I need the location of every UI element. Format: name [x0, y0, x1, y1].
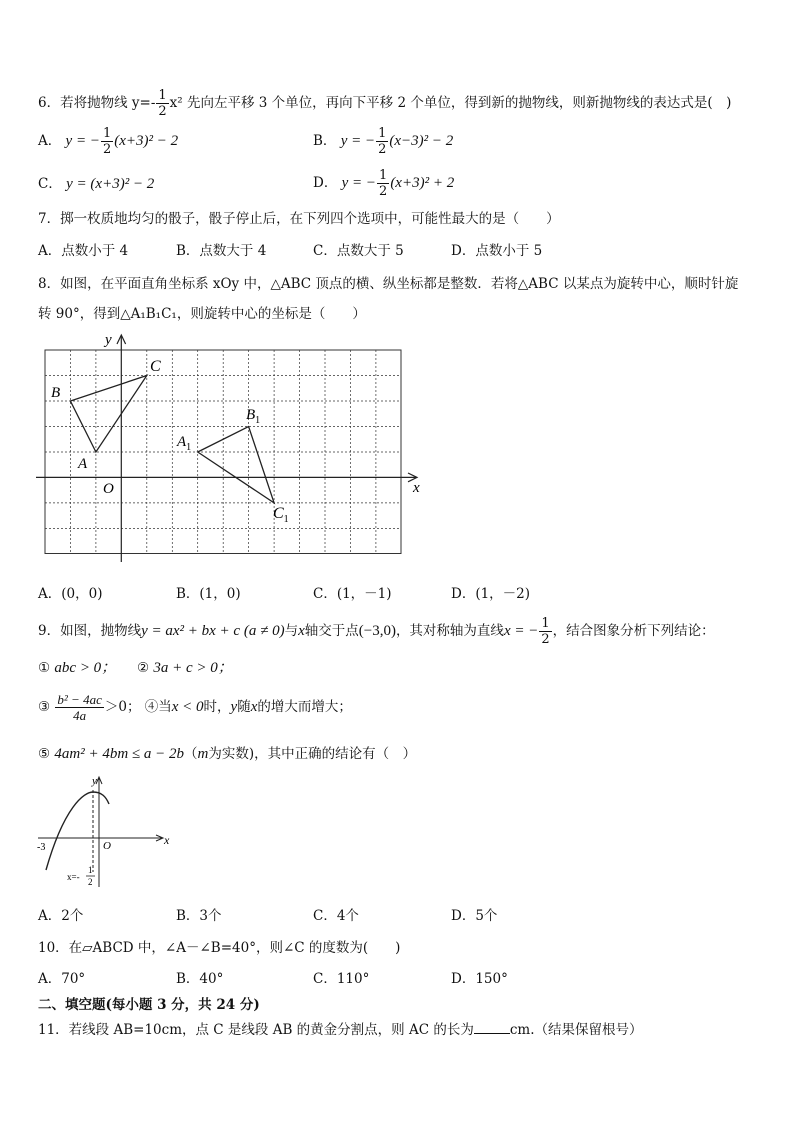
- q9-point: (−3,0): [358, 623, 396, 639]
- q9-option-a[interactable]: A．2个: [38, 908, 84, 924]
- axis-frac-num: 1: [88, 865, 93, 875]
- c2-eq: 3a + c > 0；: [153, 660, 233, 676]
- c5-m: m: [197, 746, 209, 762]
- q10-stem: 10．在▱ABCD 中，∠A－∠B=40°，则∠C 的度数为( ): [38, 940, 401, 956]
- origin-label: O: [103, 840, 111, 852]
- c4-text-d: 的增大而增大；: [257, 699, 352, 715]
- q11-answer-blank[interactable]: [474, 1021, 510, 1034]
- axis-eq-label: x=-: [67, 872, 80, 882]
- q6-suffix: x² 先向左平移 3 个单位，再向下平移 2 个单位，得到新的抛物线，则新抛物线的表达式是( ): [169, 95, 732, 111]
- b1-letter: B: [246, 407, 256, 423]
- q8-stem-line2: 转 90°，得到△A₁B₁C₁，则旋转中心的坐标是（ ）: [38, 306, 366, 322]
- q10-option-a[interactable]: A．70°: [38, 971, 86, 987]
- a1-letter: A: [177, 434, 187, 450]
- frac-den: 2: [379, 184, 388, 199]
- q10-option-d[interactable]: D．150°: [451, 971, 508, 987]
- c4-text-b: 时，: [203, 699, 231, 715]
- c5-label: ⑤: [38, 746, 51, 762]
- c1-eq: abc > 0；: [54, 660, 117, 676]
- triangle-a1b1c1: [198, 427, 274, 503]
- q9-text-a: 9．如图，抛物线: [38, 623, 142, 639]
- q9-option-d[interactable]: D．5个: [451, 908, 498, 924]
- option-label: D．: [313, 175, 338, 191]
- point-c-label: C: [150, 358, 161, 375]
- q9-conclusion-3-4: [38, 692, 352, 723]
- q11-text-pre: 11．若线段 AB=10cm，点 C 是线段 AB 的黄金分割点，则 AC 的长为: [38, 1022, 474, 1038]
- q8-grid-figure: [36, 330, 436, 570]
- option-eq-post: (x+3)² + 2: [390, 175, 455, 191]
- c3-num: b² − 4ac: [57, 692, 102, 707]
- option-label: B．: [313, 133, 337, 149]
- frac-den: 2: [102, 142, 112, 157]
- c4-x: x: [250, 699, 258, 715]
- c5-text-b: 为实数)，其中正确的结论有（ ）: [208, 746, 417, 762]
- x-axis-label: x: [164, 833, 170, 847]
- option-eq-pre: y = −: [65, 133, 100, 149]
- a1-sub: 1: [186, 442, 192, 453]
- q9-text-b: 与: [284, 623, 299, 639]
- frac-den: 2: [541, 632, 550, 647]
- y-axis-label: y: [92, 775, 97, 787]
- minus-three-label: -3: [37, 842, 46, 853]
- q9-x-var: x: [298, 623, 305, 639]
- option-eq-post: (x−3)² − 2: [389, 133, 454, 149]
- q9-text-c: 轴交于点: [304, 623, 359, 639]
- section-heading-fill-in: 二、填空题(每小题 3 分，共 24 分): [38, 997, 260, 1013]
- parabola-curve: [46, 792, 109, 870]
- c1-letter: C: [273, 505, 284, 522]
- frac-num: 1: [102, 126, 112, 141]
- frac-num: 1: [379, 168, 388, 183]
- axis-frac-den: 2: [88, 877, 93, 887]
- q7-option-c[interactable]: C．点数大于 5: [313, 243, 404, 259]
- option-eq-post: (x+3)² − 2: [114, 133, 179, 149]
- b1-sub: 1: [255, 415, 261, 426]
- q6-fraction: [156, 88, 168, 119]
- c4-text-a: ④当: [144, 699, 172, 715]
- q10-option-c[interactable]: C．110°: [313, 971, 370, 987]
- c1-label: ①: [38, 660, 51, 676]
- q9-parabola-eq: y = ax² + bx + c (a ≠ 0): [141, 623, 285, 639]
- grid: [45, 350, 401, 554]
- q10-option-b[interactable]: B．40°: [176, 971, 224, 987]
- option-eq-pre: y = −: [341, 175, 377, 191]
- c4-y: y: [230, 699, 238, 715]
- axes: [36, 335, 417, 562]
- q7-option-d[interactable]: D．点数小于 5: [451, 243, 543, 259]
- point-c1-label: [273, 505, 289, 525]
- q9-conclusion-5: [38, 742, 416, 763]
- q6-stem: [38, 88, 731, 119]
- point-a-label: A: [78, 456, 88, 472]
- q6-option-b[interactable]: [313, 126, 453, 157]
- q9-conclusion-2: [137, 656, 233, 677]
- x-axis-label: x: [413, 480, 420, 496]
- q8-option-b[interactable]: B．(1，0): [176, 586, 241, 602]
- c1-sub: 1: [283, 514, 289, 525]
- option-eq-pre: y = −: [340, 133, 376, 149]
- point-b-label: B: [51, 385, 61, 401]
- q9-parabola-figure: [34, 772, 179, 892]
- q11-text-post: cm.（结果保留根号）: [509, 1022, 643, 1038]
- c5-eq: 4am² + 4bm ≤ a − 2b: [54, 746, 185, 762]
- frac-den: 2: [378, 142, 387, 157]
- c4-text-c: 随: [237, 699, 251, 715]
- c3-post: ＞0；: [104, 699, 141, 715]
- option-label: C．: [38, 176, 62, 192]
- point-b1-label: [246, 407, 260, 426]
- q8-option-a[interactable]: A．(0，0): [38, 586, 103, 602]
- c3-den: 4a: [73, 708, 87, 723]
- q6-frac-num: 1: [158, 88, 167, 103]
- q9-stem: [38, 616, 715, 647]
- q8-option-c[interactable]: C．(1，－1): [313, 586, 392, 602]
- q6-frac-den: 2: [158, 104, 167, 119]
- origin-label: O: [103, 481, 114, 497]
- q8-stem-line1: 8．如图，在平面直角坐标系 xOy 中，△ABC 顶点的横、纵坐标都是整数．若将△ABC 以某点为旋转中心，顺时针旋: [38, 276, 739, 292]
- option-label: A．: [38, 133, 62, 149]
- c2-label: ②: [137, 660, 150, 676]
- q11-stem: [38, 1018, 642, 1038]
- q6-option-c[interactable]: [38, 172, 154, 193]
- option-eq: y = (x+3)² − 2: [66, 176, 155, 192]
- q6-option-d[interactable]: [313, 168, 454, 199]
- q6-option-a[interactable]: [38, 126, 178, 157]
- frac-num: 1: [541, 616, 550, 631]
- q9-option-c[interactable]: C．4个: [313, 908, 359, 924]
- q9-conclusion-1: [38, 656, 116, 677]
- q7-stem: 7．掷一枚质地均匀的骰子，骰子停止后，在下列四个选项中，可能性最大的是（ ）: [38, 211, 560, 227]
- y-axis-label: y: [105, 332, 112, 348]
- triangle-abc: [70, 376, 146, 453]
- q9-text-d: ，其对称轴为直线: [395, 623, 504, 639]
- c5-text-a: （: [184, 746, 198, 762]
- point-a1-label: [176, 434, 191, 453]
- q9-axis-eq: x = −: [503, 623, 539, 639]
- q7-option-b[interactable]: B．点数大于 4: [176, 243, 267, 259]
- q8-option-d[interactable]: D．(1，－2): [451, 586, 531, 602]
- q9-option-b[interactable]: B．3个: [176, 908, 222, 924]
- c3-label: ③: [38, 699, 51, 715]
- frac-num: 1: [378, 126, 387, 141]
- q6-prefix: 6．若将抛物线 y=-: [38, 95, 156, 111]
- q7-option-a[interactable]: A．点数小于 4: [38, 243, 129, 259]
- q9-text-e: ，结合图象分析下列结论：: [552, 623, 715, 639]
- c4-cond: x < 0: [171, 699, 204, 715]
